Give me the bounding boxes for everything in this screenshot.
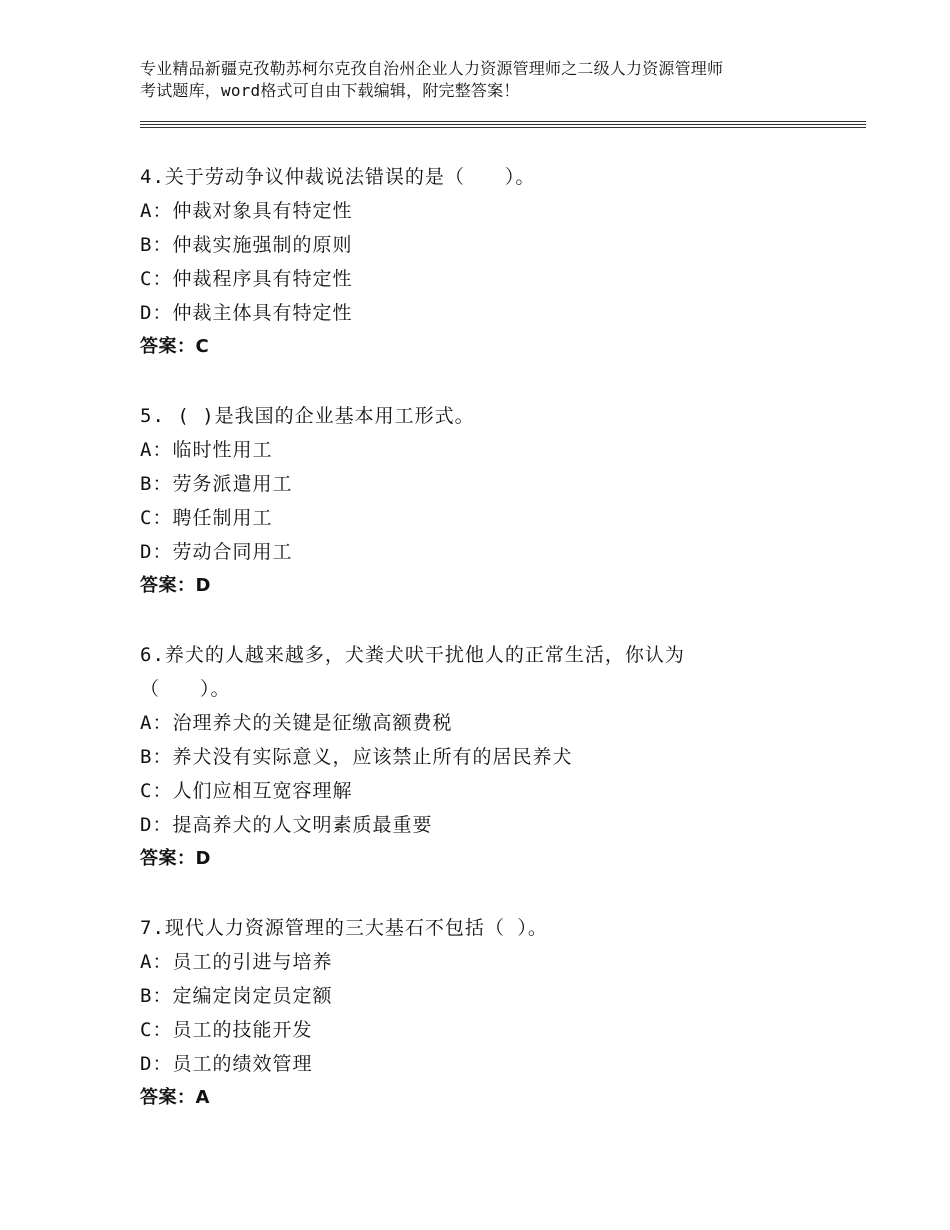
option-b: B：养犬没有实际意义，应该禁止所有的居民养犬 — [140, 746, 573, 768]
answer: 答案：C — [140, 336, 210, 357]
option-d: D：提高养犬的人文明素质最重要 — [140, 814, 433, 836]
question-stem: 7.现代人力资源管理的三大基石不包括（ ）。 — [140, 917, 548, 939]
question-stem-continued: （ ）。 — [140, 678, 231, 700]
header-divider — [140, 124, 866, 125]
document-header — [140, 58, 830, 102]
option-d: D：仲裁主体具有特定性 — [140, 302, 353, 324]
answer: 答案：A — [140, 1087, 210, 1108]
question-stem: 5. ( )是我国的企业基本用工形式。 — [140, 405, 475, 427]
answer: 答案：D — [140, 848, 211, 869]
option-a: A：临时性用工 — [140, 439, 273, 461]
question-7 — [140, 911, 840, 1115]
option-a: A：治理养犬的关键是征缴高额费税 — [140, 712, 453, 734]
header-divider — [140, 127, 866, 128]
option-d: D：劳动合同用工 — [140, 541, 293, 563]
question-6 — [140, 638, 840, 876]
header-divider — [140, 121, 866, 122]
option-b: B：劳务派遣用工 — [140, 473, 293, 495]
option-a: A：仲裁对象具有特定性 — [140, 200, 353, 222]
question-stem: 6.养犬的人越来越多，犬粪犬吠干扰他人的正常生活，你认为 — [140, 644, 685, 666]
option-a: A：员工的引进与培养 — [140, 951, 333, 973]
question-5 — [140, 399, 840, 603]
option-b: B：仲裁实施强制的原则 — [140, 234, 353, 256]
header-line-2: 考试题库，word格式可自由下载编辑，附完整答案！ — [140, 81, 520, 100]
answer: 答案：D — [140, 575, 211, 596]
question-4 — [140, 160, 840, 364]
header-line-1: 专业精品新疆克孜勒苏柯尔克孜自治州企业人力资源管理师之二级人力资源管理师 — [140, 59, 724, 78]
option-c: C：聘任制用工 — [140, 507, 273, 529]
option-c: C：仲裁程序具有特定性 — [140, 268, 353, 290]
option-b: B：定编定岗定员定额 — [140, 985, 333, 1007]
question-stem: 4.关于劳动争议仲裁说法错误的是（ ）。 — [140, 166, 536, 188]
option-d: D：员工的绩效管理 — [140, 1053, 313, 1075]
option-c: C：人们应相互宽容理解 — [140, 780, 353, 802]
option-c: C：员工的技能开发 — [140, 1019, 313, 1041]
